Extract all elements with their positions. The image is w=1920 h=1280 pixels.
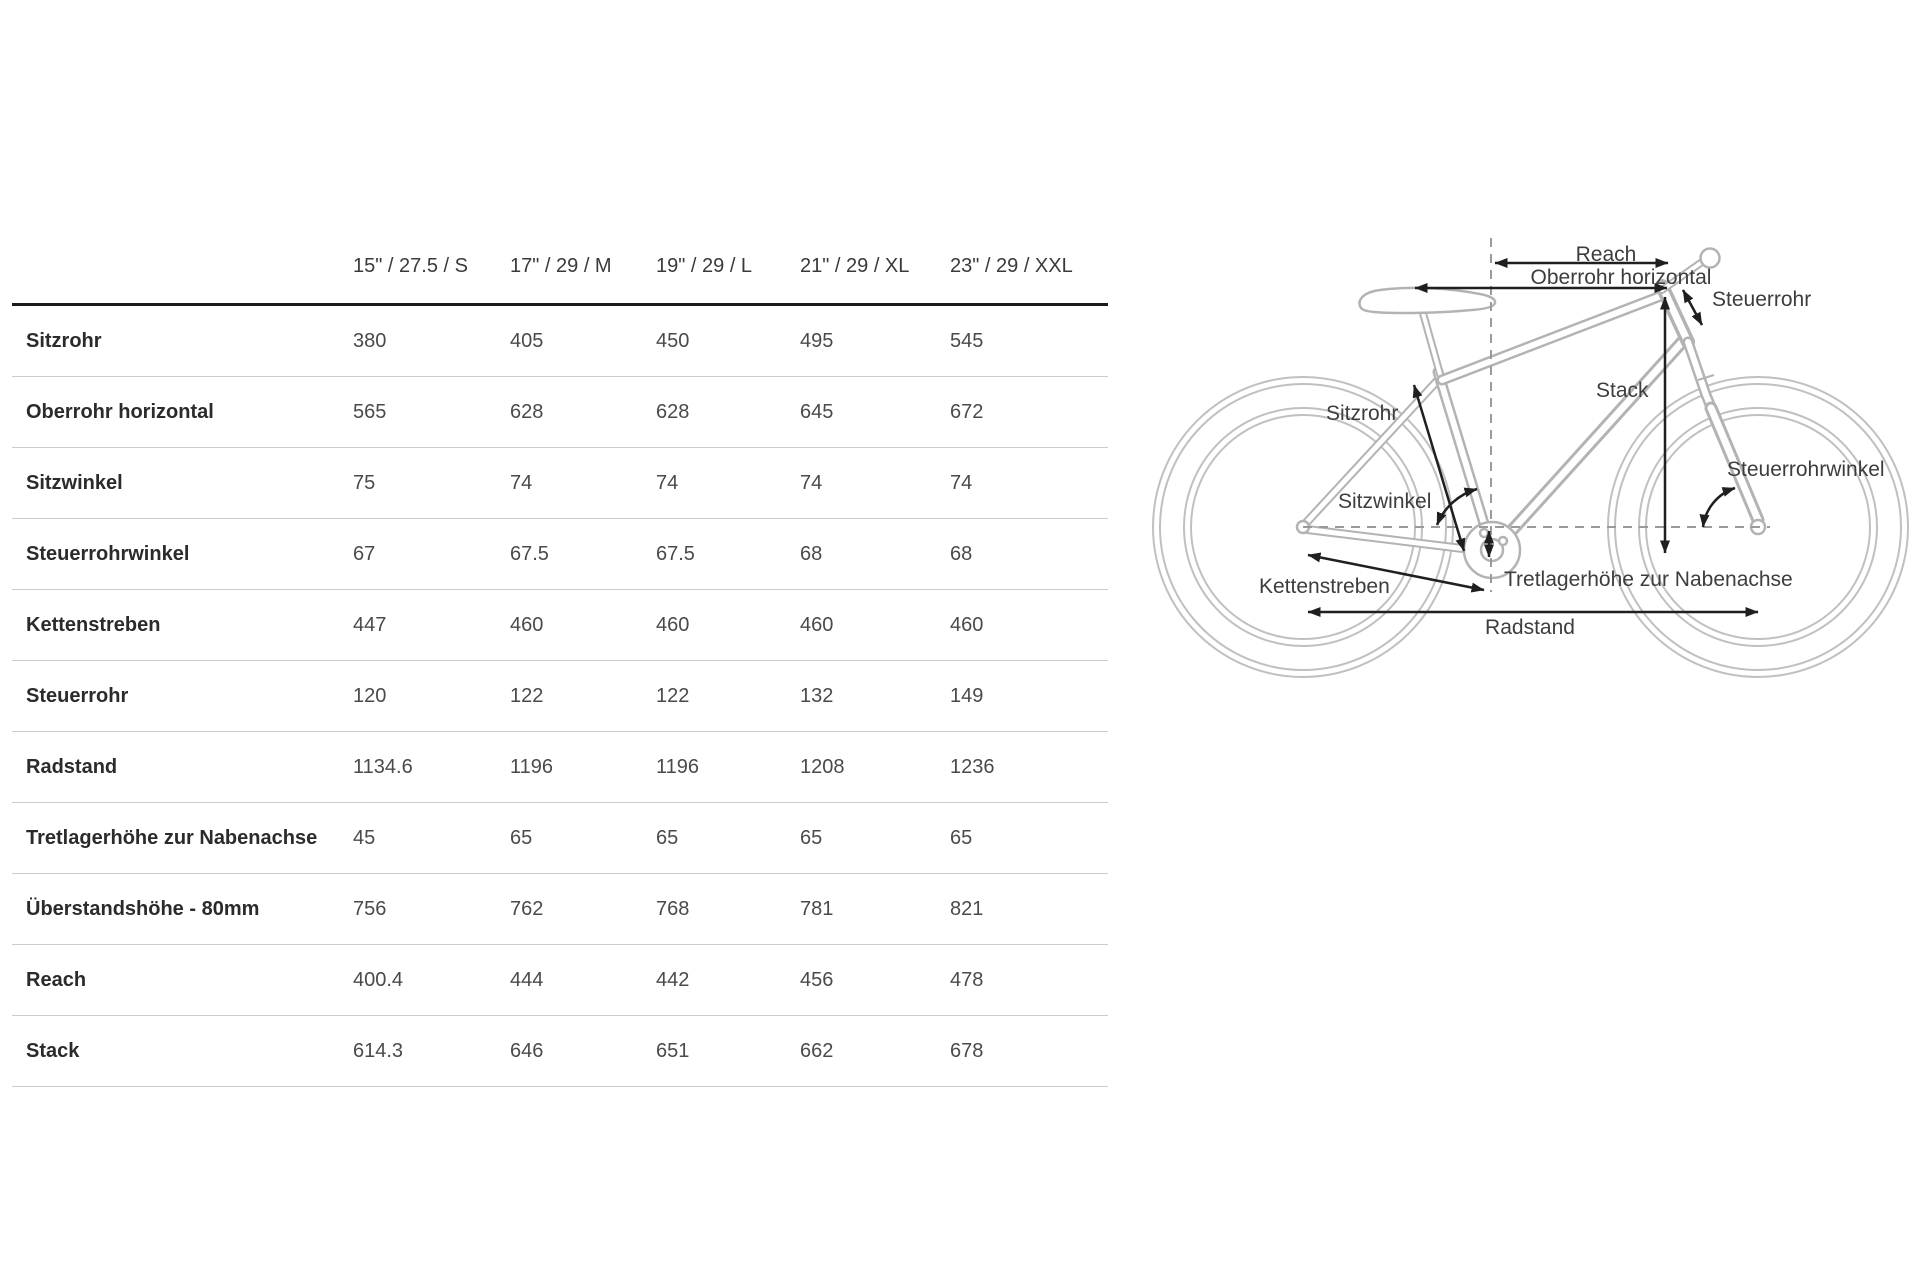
cell-value: 672 — [950, 400, 984, 423]
cell-value: 565 — [353, 400, 387, 423]
cell-value: 65 — [656, 826, 679, 849]
sitzwinkel-label: Sitzwinkel — [1338, 490, 1432, 513]
cell-value: 756 — [353, 897, 387, 920]
cell-value: 646 — [510, 1039, 544, 1062]
bike-geometry-diagram — [1150, 230, 1920, 750]
header-size-xxl: 23" / 29 / XXL — [950, 255, 1073, 277]
cell-value: 74 — [510, 471, 533, 494]
tretlagerhoehe-label: Tretlagerhöhe zur Nabenachse — [1504, 568, 1793, 591]
cell-value: 400.4 — [353, 968, 404, 991]
cell-value: 1236 — [950, 755, 995, 778]
cell-value: 628 — [510, 400, 544, 423]
table-row-ueberstandshoehe — [12, 874, 1108, 945]
cell-value: 678 — [950, 1039, 984, 1062]
cell-value: 1134.6 — [353, 755, 413, 778]
table-row-steuerrohr — [12, 661, 1108, 732]
cell-value: 1208 — [800, 755, 845, 778]
radstand-label: Radstand — [1485, 616, 1575, 639]
cell-value: 380 — [353, 329, 387, 352]
cell-value: 74 — [656, 471, 679, 494]
sitzrohr-label: Sitzrohr — [1326, 402, 1399, 425]
cell-value: 645 — [800, 400, 834, 423]
row-label: Steuerrohrwinkel — [26, 542, 190, 565]
steuerrohr-label: Steuerrohr — [1712, 288, 1812, 311]
steuerrohrwinkel-arc — [1703, 488, 1735, 527]
cell-value: 65 — [800, 826, 823, 849]
oberrohr-label: Oberrohr horizontal — [1530, 266, 1712, 289]
cell-value: 1196 — [656, 755, 700, 778]
cell-value: 444 — [510, 968, 544, 991]
cell-value: 651 — [656, 1039, 690, 1062]
cell-value: 65 — [510, 826, 533, 849]
cell-value: 405 — [510, 329, 544, 352]
cell-value: 74 — [950, 471, 973, 494]
table-row-radstand — [12, 732, 1108, 803]
row-label: Tretlagerhöhe zur Nabenachse — [26, 826, 318, 849]
cell-value: 821 — [950, 897, 984, 920]
header-size-xl: 21" / 29 / XL — [800, 255, 910, 277]
row-label: Kettenstreben — [26, 613, 161, 636]
row-label: Sitzwinkel — [26, 471, 123, 494]
cell-value: 545 — [950, 329, 984, 352]
row-label: Sitzrohr — [26, 329, 102, 352]
cell-value: 132 — [800, 684, 834, 707]
cell-value: 67.5 — [510, 542, 549, 565]
cell-value: 456 — [800, 968, 834, 991]
cell-value: 762 — [510, 897, 544, 920]
stack-label: Stack — [1596, 379, 1649, 402]
row-label: Überstandshöhe - 80mm — [26, 897, 260, 920]
cell-value: 442 — [656, 968, 690, 991]
geometry-table — [12, 230, 1108, 1087]
row-label: Stack — [26, 1039, 80, 1062]
header-size-l: 19" / 29 / L — [656, 255, 753, 277]
cell-value: 45 — [353, 826, 376, 849]
cell-value: 1196 — [510, 755, 554, 778]
cell-value: 75 — [353, 471, 376, 494]
cell-value: 460 — [656, 613, 690, 636]
cell-value: 781 — [800, 897, 834, 920]
header-size-s: 15" / 27.5 / S — [353, 255, 468, 277]
table-row-tretlagerhoehe — [12, 803, 1108, 874]
table-header-row — [12, 230, 1108, 306]
cell-value: 460 — [800, 613, 834, 636]
table-row-steuerrohrwinkel — [12, 519, 1108, 590]
cell-value: 460 — [510, 613, 544, 636]
cell-value: 450 — [656, 329, 690, 352]
cell-value: 768 — [656, 897, 690, 920]
cell-value: 120 — [353, 684, 387, 707]
kettenstreben-label: Kettenstreben — [1259, 575, 1390, 598]
cell-value: 460 — [950, 613, 984, 636]
cell-value: 628 — [656, 400, 690, 423]
cell-value: 495 — [800, 329, 834, 352]
table-row-oberrohr — [12, 377, 1108, 448]
cell-value: 122 — [510, 684, 544, 707]
cell-value: 74 — [800, 471, 823, 494]
table-row-reach — [12, 945, 1108, 1016]
steuerrohr-arrow — [1683, 290, 1702, 325]
cell-value: 67 — [353, 542, 376, 565]
row-label: Radstand — [26, 755, 118, 778]
row-label: Oberrohr horizontal — [26, 400, 214, 423]
saddle-drawing — [1360, 288, 1496, 313]
cell-value: 67.5 — [656, 542, 695, 565]
table-row-stack — [12, 1016, 1108, 1087]
cell-value: 614.3 — [353, 1039, 404, 1062]
reach-label: Reach — [1575, 243, 1637, 266]
handlebar-drawing — [1701, 249, 1720, 268]
steuerrohrwinkel-label: Steuerrohrwinkel — [1727, 458, 1885, 481]
cell-value: 447 — [353, 613, 387, 636]
cell-value: 68 — [800, 542, 823, 565]
cell-value: 662 — [800, 1039, 834, 1062]
table-row-kettenstreben — [12, 590, 1108, 661]
row-label: Steuerrohr — [26, 684, 129, 707]
cell-value: 149 — [950, 684, 984, 707]
table-row-sitzrohr — [12, 306, 1108, 377]
cell-value: 65 — [950, 826, 973, 849]
cell-value: 122 — [656, 684, 690, 707]
row-label: Reach — [26, 968, 87, 991]
table-row-sitzwinkel — [12, 448, 1108, 519]
header-size-m: 17" / 29 / M — [510, 255, 612, 277]
cell-value: 478 — [950, 968, 984, 991]
cell-value: 68 — [950, 542, 973, 565]
